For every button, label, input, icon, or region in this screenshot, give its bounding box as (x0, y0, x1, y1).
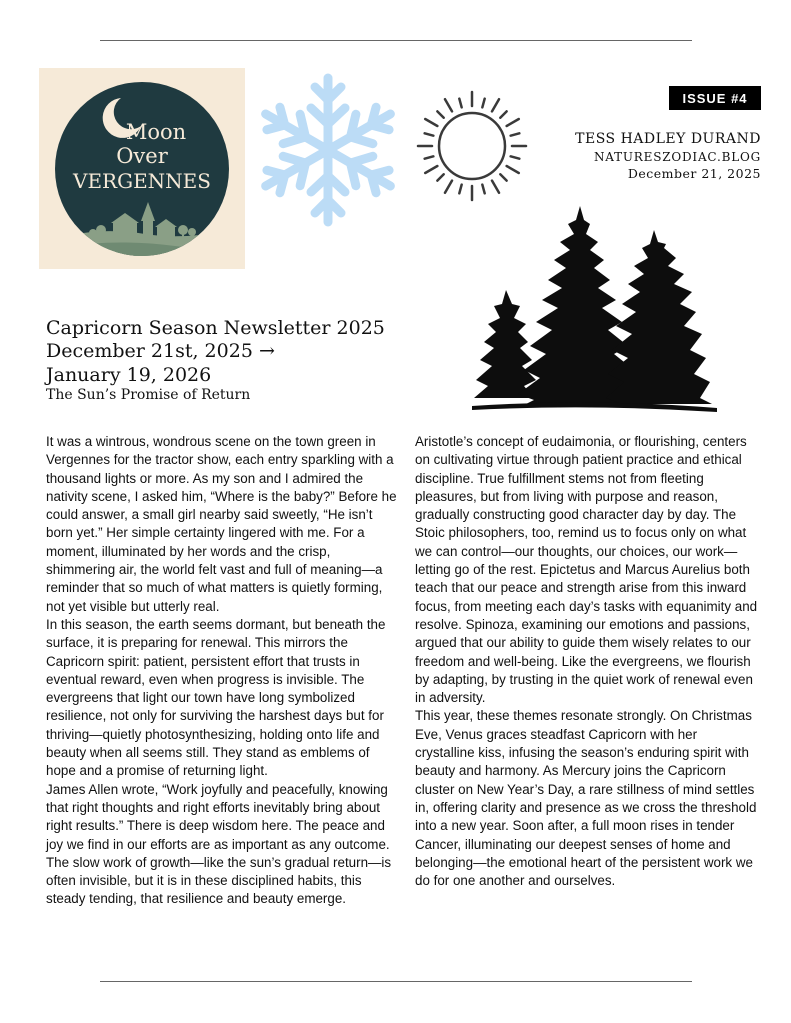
sun-ray (492, 99, 499, 111)
sun-ray (425, 156, 434, 158)
author-name: TESS HADLEY DURAND (575, 131, 761, 147)
bottom-divider (100, 981, 692, 982)
sun-ray (511, 133, 520, 135)
sun-ray (437, 174, 443, 180)
sun-ray (482, 99, 484, 108)
paragraph: This year, these themes resonate strongly. On Christmas Eve, Venus graces steadfast Capricorn with her crystalline kiss, infusing the season’s enduring spirit with beauty and harmony. As Mercury joins the Capricorn cluster on New Year’s Day, a rare stillness of mind settles in, offering clarity and presence as we cross the threshold into a new year. Soon after, a full moon rises in tender Cancer, illuminating our deepest senses of home and belonging—the emotional heart of the persistent work we do for one another and ourselves. (415, 708, 757, 889)
logo-text-moon: Moon (125, 120, 187, 144)
sun-ray (445, 181, 452, 193)
date-range-start: December 21st, 2025 → (46, 340, 275, 362)
sun-ray (459, 185, 461, 194)
paragraph: It was a wintrous, wondrous scene on the town green in Vergennes for the tractor show, each entry sparkling with a thousand lights or more. As my son and I admired the nativity scene, I asked him, “Where is the baby?” Before he could answer, a small girl nearby said sweetly, “He isn’t born yet.” Her simple certainty lingered with me. For a moment, illuminated by her words and the crisp, shimmering air, the world felt vast and full of meaning—a reminder that so much of what matters is quietly forming, not yet visible but utterly real. (46, 434, 397, 614)
logo-badge (55, 82, 229, 256)
sun-ray (511, 156, 520, 158)
sun-ray (492, 181, 499, 193)
sun-ray (425, 166, 437, 173)
issue-badge: ISSUE #4 (669, 86, 761, 110)
sun-ray (445, 99, 452, 111)
sun-ray (437, 111, 443, 117)
logo-text-vergennes: VERGENNES (73, 169, 211, 193)
sun-ray (507, 166, 519, 173)
body-column-left (46, 433, 401, 909)
date-range-end: January 19, 2026 (46, 364, 212, 386)
sun-ray (459, 99, 461, 108)
blog-link[interactable]: NATURESZODIAC.BLOG (593, 150, 761, 164)
snowflake-icon (258, 70, 398, 230)
sun-ray (500, 111, 506, 117)
sun-ray (425, 133, 434, 135)
sun-ray (425, 119, 437, 126)
newsletter-title: Capricorn Season Newsletter 2025 (46, 317, 385, 339)
sun-icon (416, 90, 528, 202)
sun-ray (482, 185, 484, 194)
logo (39, 68, 245, 269)
paragraph: James Allen wrote, “Work joyfully and peacefully, knowing that right thoughts and right efforts inevitably bring about right results.” There is deep wisdom here. The peace and joy we find in our efforts are as important as any outcome. The slow work of growth—like the sun’s gradual return—is often invisible, but it is in these disciplined habits, this steady tending, that resilience and beauty emerge. (46, 781, 392, 907)
top-divider (100, 40, 692, 41)
logo-text-over: Over (116, 144, 168, 168)
subtitle: The Sun’s Promise of Return (46, 387, 251, 403)
issue-date: December 21, 2025 (627, 166, 761, 181)
village-icon (55, 200, 229, 256)
paragraph: Aristotle’s concept of eudaimonia, or flourishing, centers on cultivating virtue through patient practice and ethical discipline. True fulfillment stems not from fleeting pleasures, but from living with purpose and reason, gradually constructing good character day by day. The Stoic philosophers, too, remind us to focus only on what we can control—our thoughts, our choices, our work—letting go of the rest. Epictetus and Marcus Aurelius both teach that our peace and strength arise from this inward focus, from meeting each day’s tasks with equanimity and resolve. Spinoza, examining our emotions and passions, argued that our ability to guide them wisely relates to our freedom and well-being. Like the evergreens, we flourish by adapting, by trusting in the quiet work of renewal even in adversity. (415, 434, 758, 706)
paragraph: In this season, the earth seems dormant, but beneath the surface, it is preparing for renewal. This mirrors the Capricorn spirit: patient, persistent effort that trusts in eventual reward, even when progress is invisible. The evergreens that light our town have long symbolized resilience, not only for surviving the harshest days but for thriving—quietly photosynthesizing, holding onto life and beauty when all seems still. They stand as emblems of hope and a promise of returning light. (46, 616, 386, 779)
body-column-right (415, 433, 758, 890)
trees-illustration (472, 200, 717, 415)
sun-ray (507, 119, 519, 126)
sun-ray (500, 174, 506, 180)
